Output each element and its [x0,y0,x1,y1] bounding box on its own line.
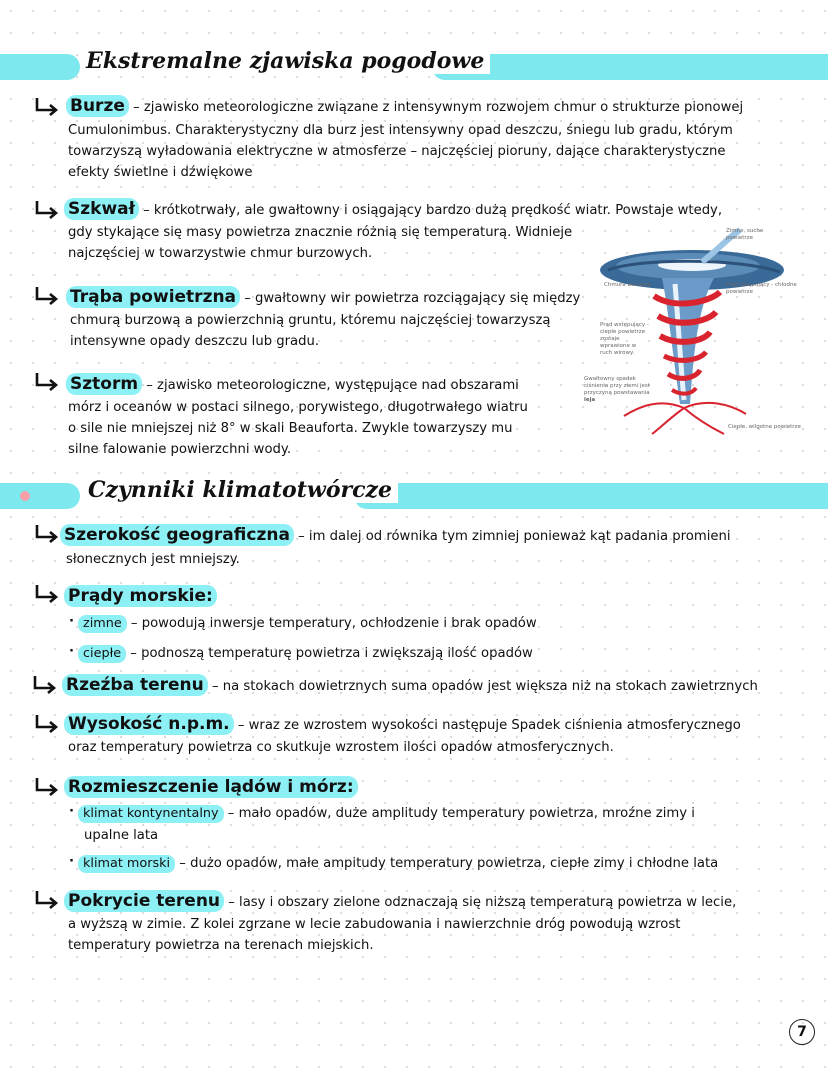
illus-label-pressure-text: Gwałtowny spadek ciśnienia przy ziemi jest przyczyną powstawania [584,376,650,396]
definition-text: chmurą burzową a powierzchnią gruntu, któremu najczęściej towarzyszą [70,313,551,328]
bullet-item [69,643,533,664]
bullet-text: – mało opadów, duże amplitudy temperatury powietrza, mroźne zimy i [223,806,695,821]
definition-text: słonecznych jest mniejszy. [66,552,240,567]
header-bar-right [432,54,828,80]
term-highlight: Rzeźba terenu [62,674,208,696]
bullet-item [69,853,719,874]
definition-text: intensywne opady deszczu lub gradu. [70,334,320,349]
term-highlight: Wysokość n.p.m. [64,713,234,735]
definition-text: – im dalej od równika tym zimniej ponieważ kąt padania promieni [293,529,731,544]
sub-term-highlight: zimne [78,615,127,633]
sub-term-highlight: klimat kontynentalny [78,805,224,823]
arrow-icon [34,97,60,117]
arrow-icon [34,372,60,392]
bullet-dot: · [69,614,75,629]
definition-text: najczęściej w towarzystwie chmur burzowych. [68,246,373,261]
illus-label-descending: Prąd zstępujący - chłodne powietrze [726,282,797,295]
sub-term-highlight: klimat morski [78,855,175,873]
term-highlight: Szkwał [64,198,139,220]
term-highlight: Prądy morskie: [64,585,217,607]
illus-label-warm-humid: Ciepłe, wilgotne powietrze [728,424,801,430]
section-header-climate-factors [0,477,828,509]
term-highlight: Burze [66,95,129,117]
definition-text: temperatury powietrza na terenach miejskich. [68,938,374,953]
bullet-dot: · [69,644,75,659]
section-title: Czynniki klimatotwórcze [82,477,398,503]
header-bar-left [0,483,80,509]
term-highlight: Szerokość geograficzna [60,524,294,546]
tornado-illustration [580,218,812,442]
bullet-text: – podnoszą temperaturę powietrza i zwiększają ilość opadów [126,646,533,661]
page-number: 7 [789,1019,815,1045]
definition-text: – wraz ze wzrostem wysokości następuje Spadek ciśnienia atmosferycznego [233,718,741,733]
arrow-icon [34,524,60,544]
definition-text: – zjawisko meteorologiczne, występujące nad obszarami [142,378,519,393]
header-bar-right [354,483,828,509]
term-highlight: Trąba powietrzna [66,286,240,308]
term-highlight: Rozmieszczenie lądów i mórz: [64,776,358,798]
definition-text: gdy stykające się masy powietrza znacznie różnią się temperaturą. Widnieje [68,225,573,240]
definition-text: a wyższą w zimie. Z kolei zgrzane w lecie zabudowania i nawierzchnie dróg powodują wzrost [68,917,681,932]
bullet-continuation: upalne lata [84,828,159,843]
arrow-icon [34,286,60,306]
bullet-item [69,613,537,634]
definition-text: – na stokach dowietrznych suma opadów jest większa niż na stokach zawietrznych [207,679,758,694]
definition-text: oraz temperatury powietrza co skutkuje wzrostem ilości opadów atmosferycznych. [68,740,614,755]
illus-label-ascending: Prąd wstępujący - ciepłe powietrze zostaje wprawione w ruch wirowy. [600,322,649,356]
definition-text: towarzyszą wyładowania elektryczne w atmosferze – najczęściej pioruny, dające charakterystyczne [68,144,726,159]
definition-text: o sile nie mniejszej niż 8° w skali Beauforta. Zwykle towarzyszy mu [68,421,513,436]
illus-label-cold-dry: Zimne, suche powietrze [726,228,764,241]
arrow-icon [34,714,60,734]
bullet-text: – dużo opadów, małe ampitudy temperatury powietrza, ciepłe zimy i chłodne lata [175,856,719,871]
illus-label-cloud: Chmura burzowa [604,282,651,288]
arrow-icon [32,675,58,695]
illus-label-pressure [584,376,656,404]
bullet-dot: · [69,854,75,869]
bullet-item [69,803,695,824]
bullet-dot: · [69,804,75,819]
term-highlight: Sztorm [66,373,142,395]
definition-text: efekty świetlne i dźwiękowe [68,165,253,180]
arrow-icon [34,777,60,797]
sub-term-highlight: ciepłe [78,645,126,663]
arrow-icon [34,584,60,604]
definition-text: – zjawisko meteorologiczne związane z intensywnym rozwojem chmur o strukturze pionowej [128,100,744,115]
section-header-extreme-weather [0,48,828,80]
definition-text: – lasy i obszary zielone odznaczają się niższą temperaturą powietrza w lecie, [224,895,737,910]
bullet-text: – powodują inwersje temperatury, ochłodzenie i brak opadów [126,616,537,631]
header-bar-left [0,54,80,80]
definition-text: – gwałtowny wir powietrza rozciągający się między [240,291,581,306]
definition-text: mórz i oceanów w postaci silnego, porywistego, długotrwałego wiatru [68,400,528,415]
decorative-dot [20,491,30,501]
term-highlight: Pokrycie terenu [64,890,224,912]
arrow-icon [34,890,60,910]
illus-label-pressure-bold: leja [584,397,596,403]
definition-text: – krótkotrwały, ale gwałtowny i osiągający bardzo dużą prędkość wiatr. Powstaje wtedy, [138,203,723,218]
arrow-icon [34,200,60,220]
definition-text: Cumulonimbus. Charakterystyczny dla burz jest intensywny opad deszczu, śniegu lub gradu, którym [68,123,733,138]
definition-text: silne falowanie powierzchni wody. [68,442,292,457]
section-title: Ekstremalne zjawiska pogodowe [80,48,490,74]
